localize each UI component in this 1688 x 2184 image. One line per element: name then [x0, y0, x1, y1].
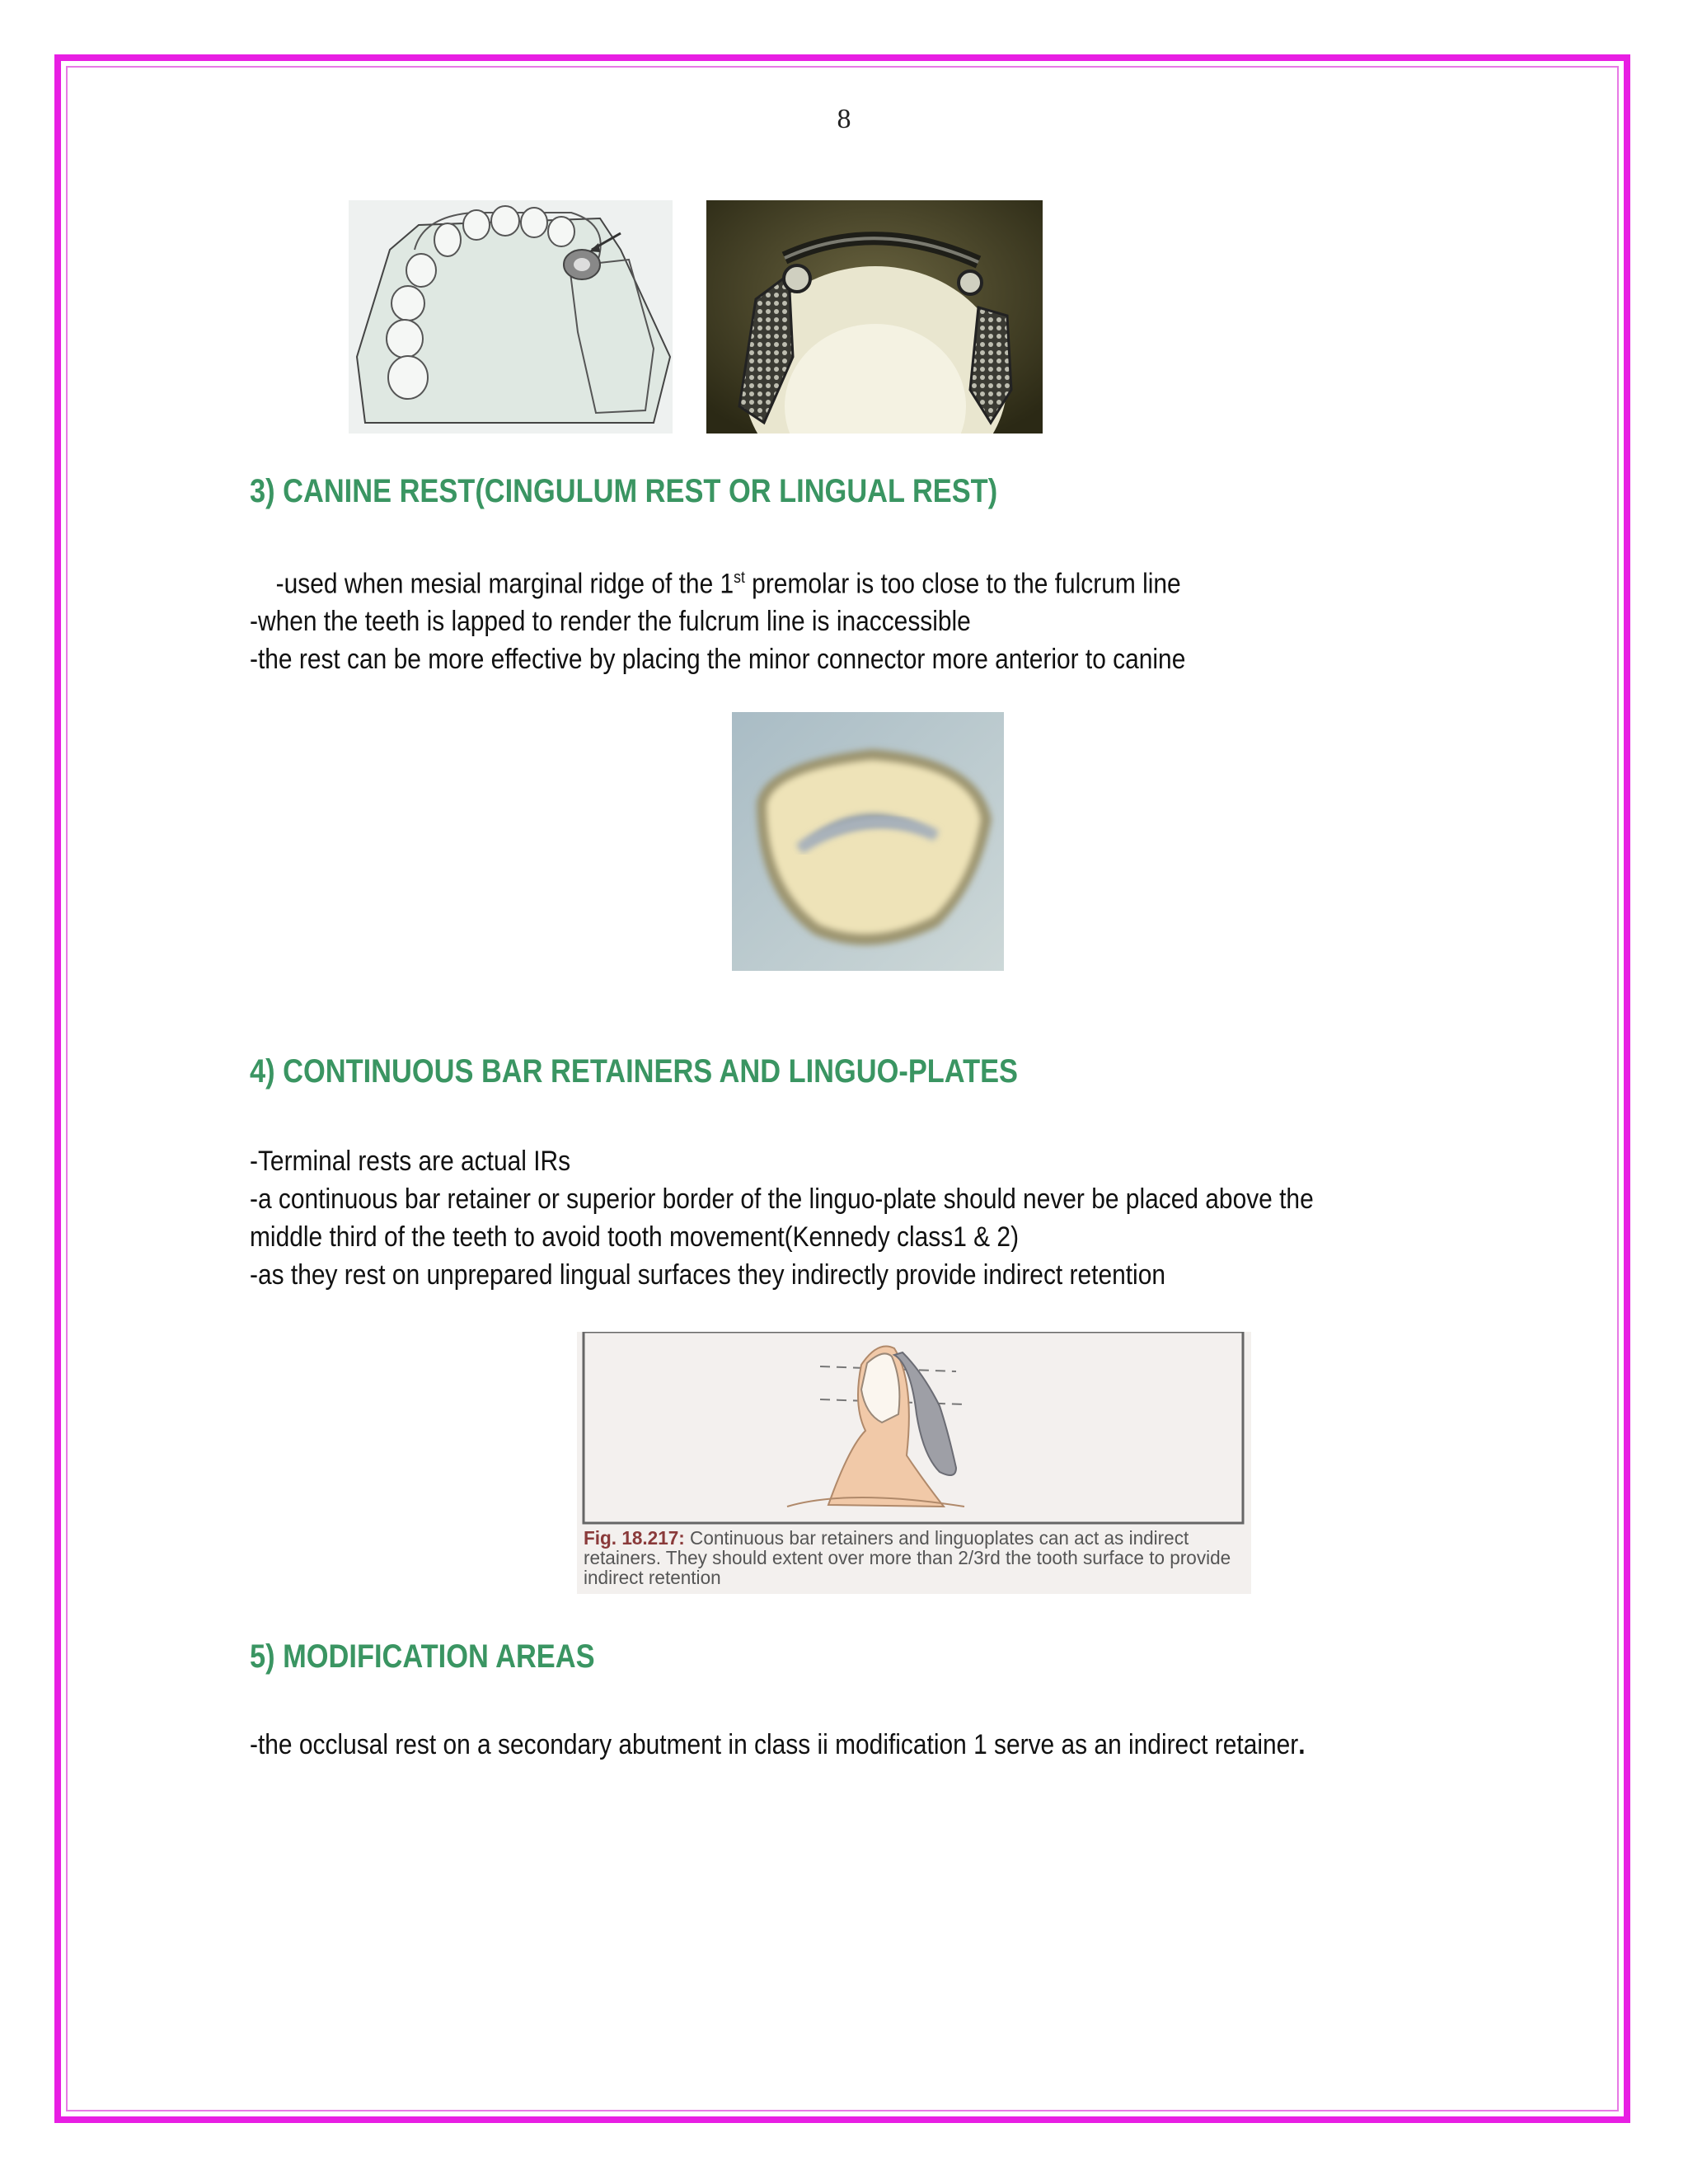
- section-4-line-4: -as they rest on unprepared lingual surfaces they indirectly provide indirect retention: [250, 1259, 1165, 1291]
- line-end-period: .: [1298, 1729, 1306, 1760]
- section-4-heading: 4) CONTINUOUS BAR RETAINERS AND LINGUO-PLATES: [250, 1053, 1018, 1090]
- section-4-body: [250, 1142, 1314, 1294]
- line-text: -used when mesial marginal ridge of the 1: [275, 568, 734, 600]
- section-3-line-1: [250, 559, 1185, 602]
- superscript-st: st: [734, 569, 745, 587]
- section-4-line-3: middle third of the teeth to avoid tooth movement(Kennedy class1 & 2): [250, 1221, 1020, 1253]
- section-3-line-2: -when the teeth is lapped to render the fulcrum line is inaccessible: [250, 606, 971, 638]
- figure-caption: [584, 1528, 1235, 1587]
- section-3-body: [250, 559, 1185, 678]
- framework-photo-image: [706, 200, 1043, 434]
- section-3-line-3: -the rest can be more effective by placing the minor connector more anterior to canine: [250, 644, 1186, 676]
- section-4-line-2: -a continuous bar retainer or superior border of the linguo-plate should never be placed above the: [250, 1183, 1314, 1215]
- section-3-heading: 3) CANINE REST(CINGULUM REST OR LINGUAL REST): [250, 473, 998, 509]
- section-5-heading: 5) MODIFICATION AREAS: [250, 1638, 595, 1675]
- linguoplate-figure: [577, 1332, 1251, 1594]
- section-5-body: [250, 1726, 1306, 1764]
- figure-caption-text: Continuous bar retainers and linguoplates can act as indirect retainers. They should extent over more than 2/3rd the tooth surface to provide indirect retention: [584, 1527, 1231, 1588]
- cingulum-rest-image: [732, 712, 1004, 971]
- line-text: premolar is too close to the fulcrum line: [744, 568, 1181, 600]
- page-number: 8: [837, 104, 851, 134]
- section-4-line-1: -Terminal rests are actual IRs: [250, 1146, 571, 1177]
- line-text: -the occlusal rest on a secondary abutment in class ii modification 1 serve as an indirect retainer: [250, 1729, 1299, 1760]
- section-5-line-1: [250, 1726, 1306, 1764]
- arch-diagram-image: [349, 200, 673, 434]
- figure-caption-label: Fig. 18.217:: [584, 1527, 685, 1549]
